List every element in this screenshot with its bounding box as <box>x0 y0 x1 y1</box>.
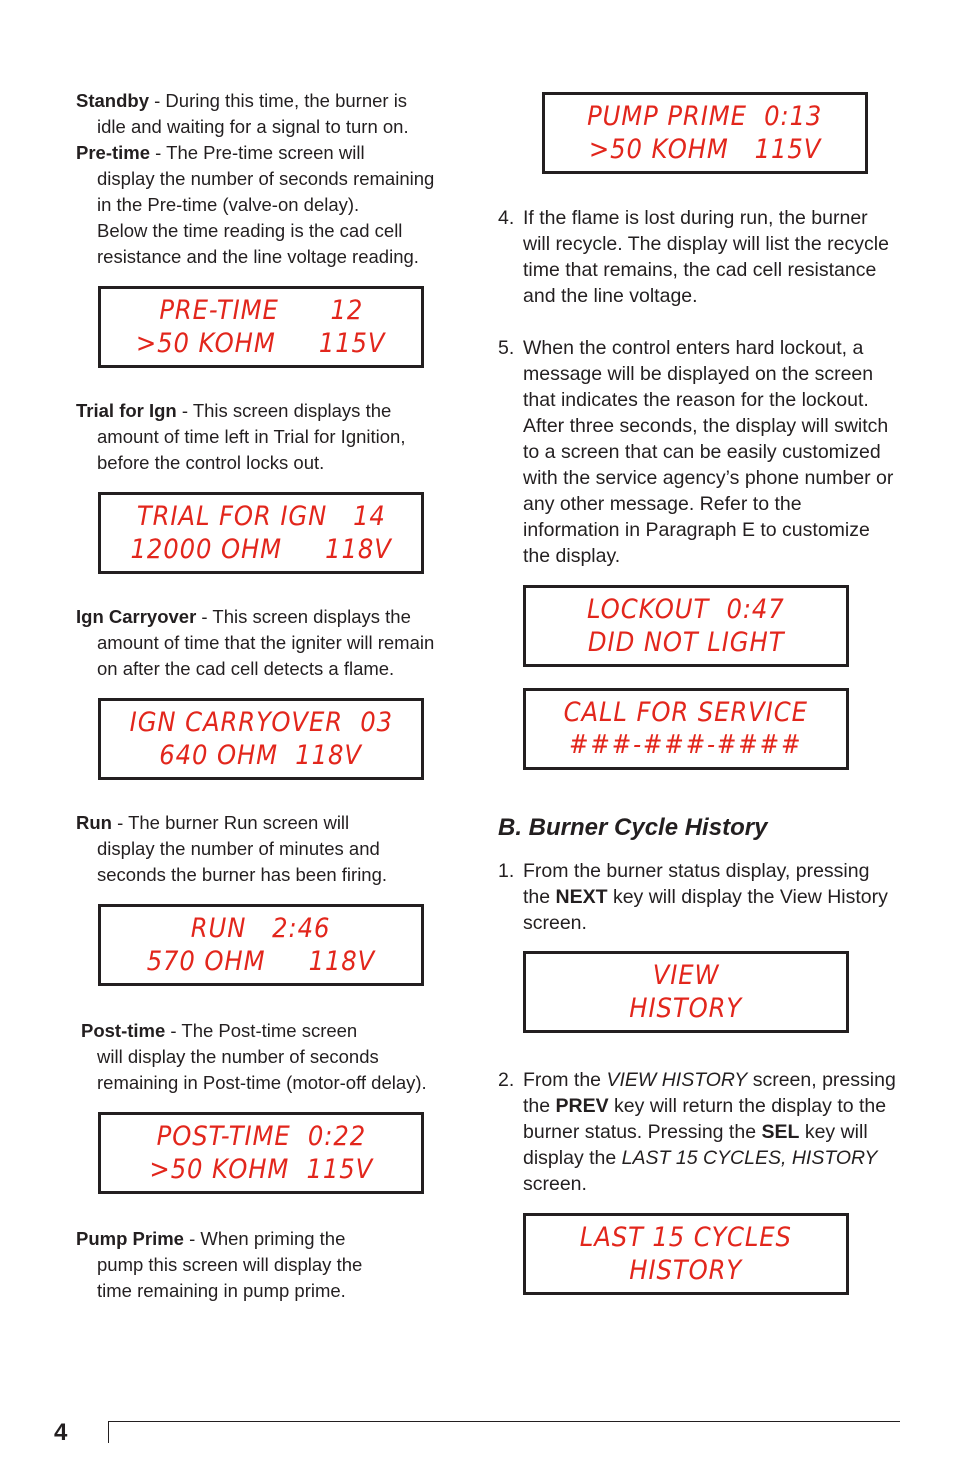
step-5 <box>498 335 898 569</box>
step-number: 5. <box>498 337 515 359</box>
service-lcd-display <box>523 688 849 770</box>
pretime-desc-line: Below the time reading is the cad cell <box>97 220 403 241</box>
lcd-line: 12000 OHM 118V <box>130 534 392 565</box>
key-name: PREV <box>555 1095 609 1117</box>
page-number: 4 <box>54 1419 68 1446</box>
posttime-lcd-display <box>98 1112 424 1194</box>
lcd-line: 570 OHM 118V <box>146 946 376 977</box>
lcd-line: POST-TIME 0:22 <box>156 1121 366 1152</box>
run-entry <box>76 810 456 888</box>
key-name: NEXT <box>555 886 608 908</box>
step-text: If the flame is lost during run, the burner will recycle. The display will list the recycle time that remains, the cad cell resistance and the line voltage. <box>523 207 889 307</box>
pretime-term: Pre-time <box>76 142 151 163</box>
pretime-desc: - The Pre-time screen will <box>150 142 365 163</box>
trial-desc-line: before the control locks out. <box>97 452 325 473</box>
step-text: screen, pressing the <box>523 1069 896 1117</box>
carryover-desc-line: on after the cad cell detects a flame. <box>97 658 395 679</box>
carryover-entry <box>76 604 456 682</box>
posttime-desc-line: remaining in Post-time (motor-off delay). <box>97 1072 427 1093</box>
step-text: When the control enters hard lockout, a message will be displayed on the screen that indicates the reason for the lockout. After three seconds, the display will switch to a screen that can be easily customized with the service agency’s phone number or any other message. Refer to the information in Paragraph E to customize the display. <box>523 337 894 567</box>
step-text: From the burner status display, pressing the <box>523 860 870 908</box>
standby-term: Standby <box>76 90 149 111</box>
trial-lcd-display <box>98 492 424 574</box>
run-term: Run <box>76 812 112 833</box>
step-number: 2. <box>498 1069 515 1091</box>
lcd-line: >50 KOHM 115V <box>588 134 822 165</box>
standby-desc-line: idle and waiting for a signal to turn on. <box>97 116 409 137</box>
lcd-line: HISTORY <box>629 1255 743 1286</box>
step-number: 4. <box>498 207 515 229</box>
lcd-line: IGN CARRYOVER 03 <box>129 707 393 738</box>
pumpprime-desc: - When priming the <box>183 1228 346 1249</box>
lcd-line: LOCKOUT 0:47 <box>587 594 785 625</box>
step-text: From the <box>523 1069 607 1091</box>
lcd-line: LAST 15 CYCLES <box>579 1222 793 1253</box>
step-text: screen. <box>523 1173 587 1195</box>
pumpprime-desc-line: time remaining in pump prime. <box>97 1280 346 1301</box>
view-history-lcd-display <box>523 951 849 1033</box>
pretime-entry <box>76 140 456 270</box>
lcd-line: VIEW <box>652 960 720 991</box>
pumpprime-entry <box>76 1226 456 1304</box>
key-name: SEL <box>761 1121 800 1143</box>
footer-rule <box>108 1421 900 1422</box>
run-desc: - The burner Run screen will <box>111 812 350 833</box>
lcd-phone-placeholder: ###-###-#### <box>569 730 803 760</box>
run-desc-line: display the number of minutes and <box>97 838 380 859</box>
section-heading: B. Burner Cycle History <box>498 814 768 841</box>
lcd-line: TRIAL FOR IGN 14 <box>136 501 386 532</box>
pumpprime-term: Pump Prime <box>76 1228 184 1249</box>
lcd-line: >50 KOHM 115V <box>136 328 386 359</box>
lcd-line: PRE-TIME 12 <box>159 295 363 326</box>
posttime-desc-line: will display the number of seconds <box>97 1046 379 1067</box>
lcd-line: CALL FOR SERVICE <box>563 697 809 728</box>
trial-term: Trial for Ign <box>76 400 177 421</box>
lcd-line: DID NOT LIGHT <box>587 627 785 658</box>
posttime-entry <box>76 1018 456 1096</box>
pumpprime-desc-line: pump this screen will display the <box>97 1254 363 1275</box>
carryover-desc-line: amount of time that the igniter will remain <box>97 632 435 653</box>
last-cycles-lcd-display <box>523 1213 849 1295</box>
step-text: key will return the display to the burner status. Pressing the <box>523 1095 887 1143</box>
step-text: key will display the <box>523 1121 868 1169</box>
pretime-lcd-display <box>98 286 424 368</box>
trial-entry <box>76 398 456 476</box>
pumpprime-lcd-display <box>542 92 868 174</box>
lcd-line: PUMP PRIME 0:13 <box>587 101 823 132</box>
step-b2 <box>498 1067 898 1197</box>
trial-desc-line: amount of time left in Trial for Ignition, <box>97 426 406 447</box>
pretime-desc-line: in the Pre-time (valve-on delay). <box>97 194 360 215</box>
standby-entry <box>76 88 456 140</box>
run-lcd-display <box>98 904 424 986</box>
carryover-desc: - This screen displays the <box>196 606 411 627</box>
carryover-term: Ign Carryover <box>76 606 197 627</box>
posttime-desc: - The Post-time screen <box>165 1020 358 1041</box>
screen-name: VIEW HISTORY <box>606 1069 748 1091</box>
step-text: key will display the View History screen. <box>523 886 888 934</box>
lcd-line: RUN 2:46 <box>191 913 331 944</box>
pretime-desc-line: display the number of seconds remaining <box>97 168 435 189</box>
right-column <box>498 92 898 1295</box>
lcd-line: 640 OHM 118V <box>159 740 363 771</box>
carryover-lcd-display <box>98 698 424 780</box>
step-number: 1. <box>498 860 515 882</box>
run-desc-line: seconds the burner has been firing. <box>97 864 388 885</box>
trial-desc: - This screen displays the <box>176 400 392 421</box>
left-column <box>76 88 456 1304</box>
footer-rule-tick <box>108 1421 109 1443</box>
step-b1 <box>498 858 898 936</box>
standby-desc: - During this time, the burner is <box>148 90 408 111</box>
screen-name: LAST 15 CYCLES, HISTORY <box>621 1147 878 1169</box>
lcd-line: HISTORY <box>629 993 743 1024</box>
lcd-line: >50 KOHM 115V <box>149 1154 373 1185</box>
lockout-lcd-display <box>523 585 849 667</box>
pretime-desc-line: resistance and the line voltage reading. <box>97 246 419 267</box>
posttime-term: Post-time <box>81 1020 166 1041</box>
step-4 <box>498 205 898 309</box>
